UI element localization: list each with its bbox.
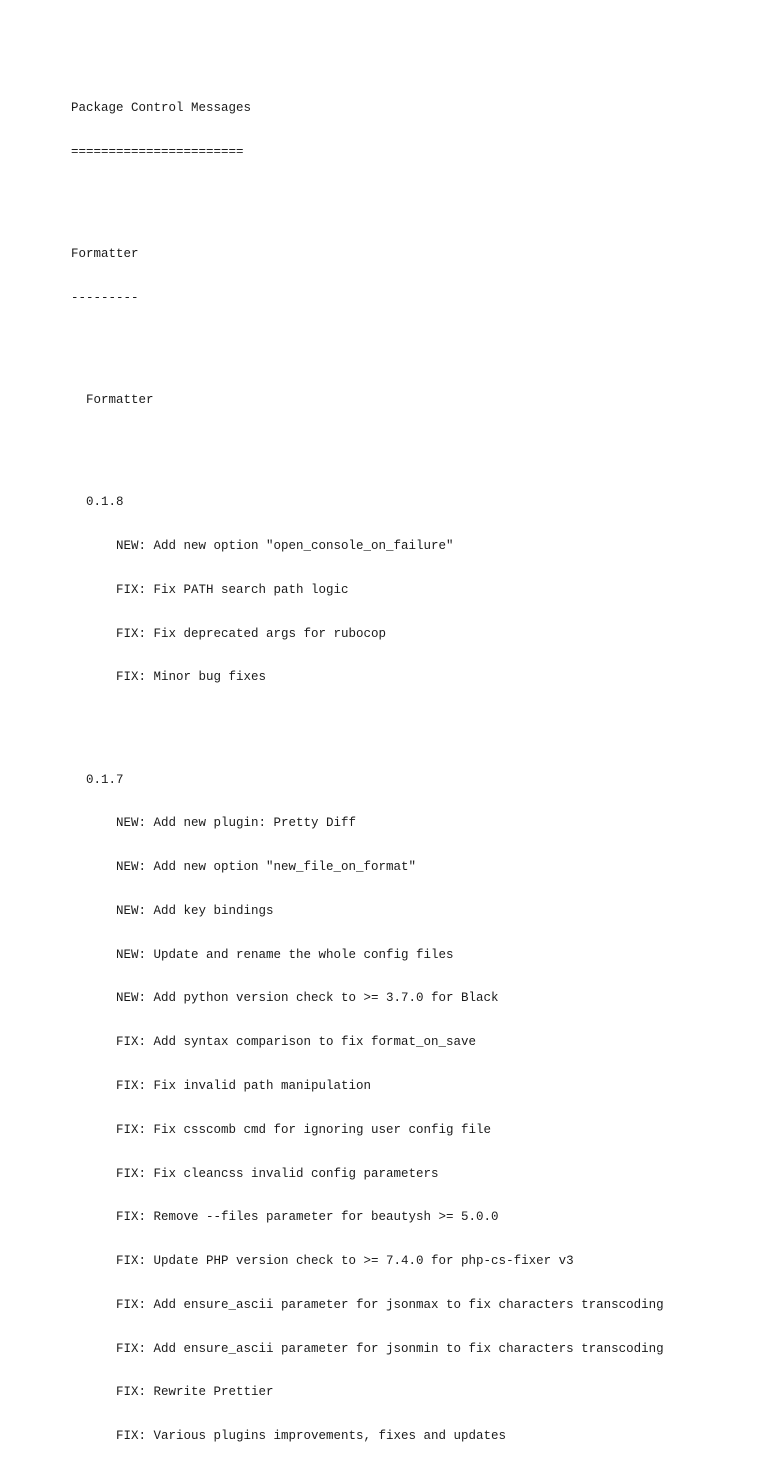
message-document (71, 72, 664, 1458)
changelog-item: FIX: Add syntax comparison to fix format_on_save (116, 1035, 477, 1050)
spacer (71, 714, 664, 729)
changelog-item: FIX: Various plugins improvements, fixes and updates (116, 1429, 507, 1444)
spacer (71, 335, 664, 350)
changelog-item: FIX: Fix PATH search path logic (116, 582, 349, 597)
changelog-item: NEW: Add new option "new_file_on_format" (116, 860, 417, 875)
package-name: Formatter (71, 247, 139, 262)
package-header: Formatter (86, 393, 154, 408)
changelog-item: FIX: Remove --files parameter for beautysh >= 5.0.0 (116, 1210, 499, 1225)
changelog-item: FIX: Rewrite Prettier (116, 1385, 274, 1400)
changelog-item: FIX: Add ensure_ascii parameter for jsonmax to fix characters transcoding (116, 1297, 664, 1312)
spacer (71, 189, 664, 204)
changelog-item: FIX: Update PHP version check to >= 7.4.0 for php-cs-fixer v3 (116, 1254, 574, 1269)
package-name-underline: --------- (71, 290, 139, 305)
changelog-item: FIX: Fix deprecated args for rubocop (116, 626, 387, 641)
document-title: Package Control Messages (71, 101, 252, 116)
changelog-item: FIX: Add ensure_ascii parameter for jsonmin to fix characters transcoding (116, 1341, 664, 1356)
changelog-item: FIX: Fix csscomb cmd for ignoring user config file (116, 1122, 492, 1137)
changelog-item: NEW: Add new plugin: Pretty Diff (116, 816, 357, 831)
changelog-item: NEW: Update and rename the whole config files (116, 947, 454, 962)
changelog-item: FIX: Minor bug fixes (116, 670, 267, 685)
changelog-item: FIX: Fix invalid path manipulation (116, 1078, 372, 1093)
changelog-item: NEW: Add python version check to >= 3.7.0 for Black (116, 991, 499, 1006)
changelog-item: NEW: Add new option "open_console_on_failure" (116, 539, 454, 553)
document-title-underline: ======================= (71, 144, 244, 159)
changelog-item: NEW: Add key bindings (116, 903, 274, 918)
changelog-item: FIX: Fix cleancss invalid config parameters (116, 1166, 439, 1181)
spacer (71, 437, 664, 452)
version-heading: 0.1.7 (86, 772, 124, 787)
version-heading: 0.1.8 (86, 495, 124, 510)
